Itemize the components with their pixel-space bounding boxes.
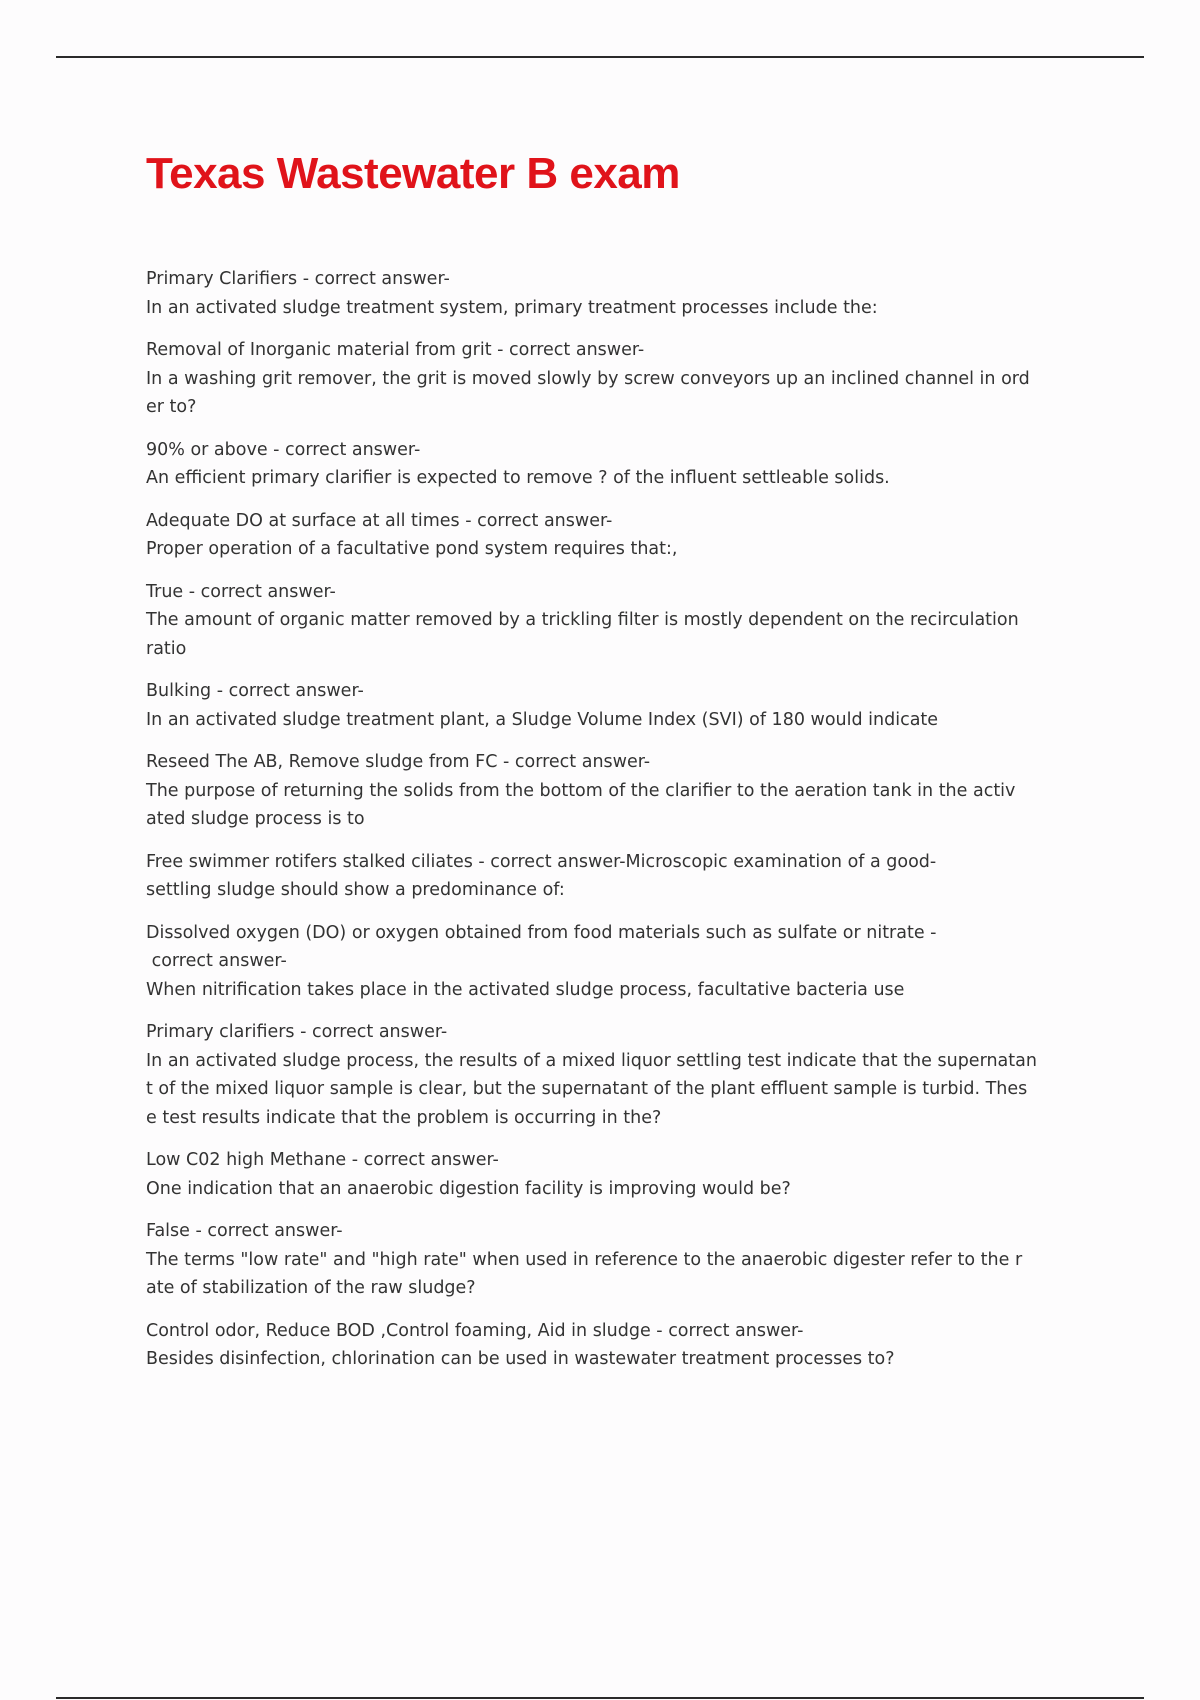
qa-answer: Primary Clarifiers - correct answer- <box>146 269 450 289</box>
qa-item <box>146 436 1091 493</box>
qa-question: An efficient primary clarifier is expected to remove ? of the influent settleable solids. <box>146 468 890 488</box>
bottom-rule <box>56 1697 1144 1699</box>
qa-question: In an activated sludge treatment system, primary treatment processes include the: <box>146 297 878 318</box>
qa-question: The purpose of returning the solids from the bottom of the clarifier to the aeration tank in the activ ated sludge process is to <box>146 780 1016 829</box>
page-title: Texas Wastewater B exam <box>146 149 680 198</box>
qa-item <box>146 265 1091 322</box>
qa-item <box>146 578 1091 664</box>
qa-answer: Bulking - correct answer- <box>146 681 364 701</box>
qa-item <box>146 1018 1091 1132</box>
qa-question: Proper operation of a facultative pond system requires that:, <box>146 539 678 559</box>
qa-question: Besides disinfection, chlorination can be used in wastewater treatment processes to? <box>146 1349 895 1369</box>
qa-answer: Removal of Inorganic material from grit - correct answer- <box>146 340 645 360</box>
qa-item <box>146 507 1091 564</box>
qa-question: One indication that an anaerobic digestion facility is improving would be? <box>146 1178 791 1199</box>
qa-answer: Control odor, Reduce BOD ,Control foaming, Aid in sludge - correct answer- <box>146 1320 804 1341</box>
qa-answer: Dissolved oxygen (DO) or oxygen obtained from food materials such as sulfate or nitrate - correct answer- <box>146 922 937 971</box>
qa-question: The amount of organic matter removed by a trickling filter is mostly dependent on the recirculation ratio <box>146 610 1019 659</box>
qa-item <box>146 919 1091 1005</box>
qa-item <box>146 1146 1091 1203</box>
qa-question: In an activated sludge process, the results of a mixed liquor settling test indicate that the supernatan t of the mixed liquor sample is clear, but the supernatant of the plant effluent sample is turbid. Thes e test results indicate that the problem is occurring in the? <box>146 1050 1037 1128</box>
qa-answer: Low C02 high Methane - correct answer- <box>146 1150 499 1170</box>
qa-answer: Free swimmer rotifers stalked ciliates - correct answer-Microscopic examination of a good- settling sludge should show a predominance of: <box>146 851 937 900</box>
qa-item <box>146 848 1091 905</box>
qa-question: When nitrification takes place in the activated sludge process, facultative bacteria use <box>146 979 905 1000</box>
qa-item <box>146 677 1091 734</box>
qa-answer: 90% or above - correct answer- <box>146 439 421 460</box>
qa-list <box>146 265 1091 1388</box>
qa-answer: Reseed The AB, Remove sludge from FC - correct answer- <box>146 752 651 772</box>
qa-answer: True - correct answer- <box>146 581 336 602</box>
qa-item <box>146 1217 1091 1303</box>
qa-question: The terms "low rate" and "high rate" when used in reference to the anaerobic digester refer to the r ate of stabilization of the raw sludge? <box>146 1249 1023 1298</box>
top-rule <box>56 56 1144 58</box>
qa-question: In an activated sludge treatment plant, a Sludge Volume Index (SVI) of 180 would indicate <box>146 709 939 730</box>
qa-question: In a washing grit remover, the grit is moved slowly by screw conveyors up an inclined channel in ord er to? <box>146 368 1030 417</box>
qa-item <box>146 336 1091 422</box>
qa-item <box>146 748 1091 834</box>
qa-item <box>146 1317 1091 1374</box>
qa-answer: Primary clarifiers - correct answer- <box>146 1022 448 1042</box>
qa-answer: Adequate DO at surface at all times - correct answer- <box>146 510 613 531</box>
qa-answer: False - correct answer- <box>146 1221 343 1241</box>
